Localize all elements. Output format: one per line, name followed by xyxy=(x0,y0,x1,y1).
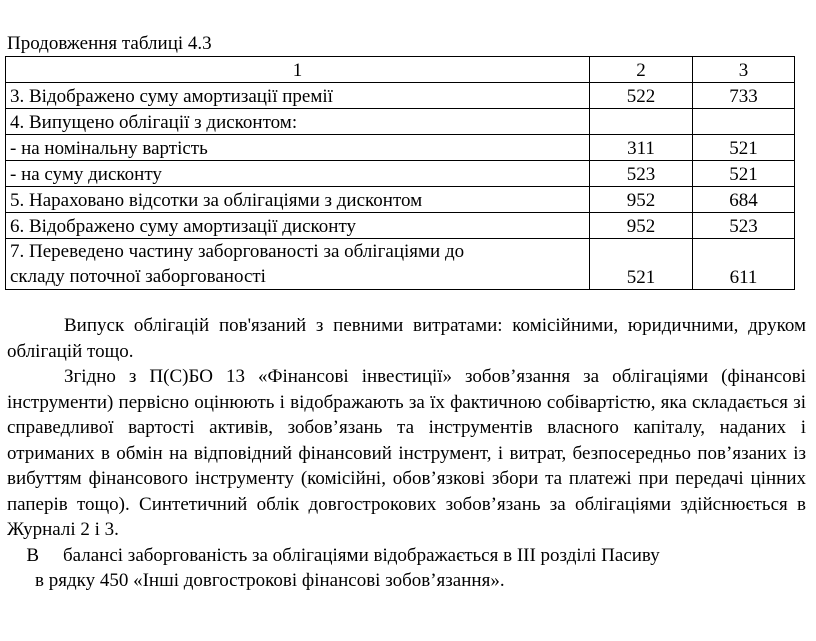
debit-account: 523 xyxy=(590,161,693,187)
credit-account: 523 xyxy=(693,213,795,239)
credit-account xyxy=(693,109,795,135)
credit-account: 521 xyxy=(693,161,795,187)
table-row xyxy=(6,213,795,239)
debit-account: 522 xyxy=(590,83,693,109)
table-header-row xyxy=(6,57,795,83)
row-label: - на номінальну вартість xyxy=(6,135,590,161)
row-label: 3. Відображено суму амортизації премії xyxy=(6,83,590,109)
paragraph-balance-line-2: в рядку 450 «Інші довгострокові фінансові зобов’язання». xyxy=(35,570,505,591)
debit-account xyxy=(590,109,693,135)
paragraph-expenses: Випуск облігацій пов'язаний з певними витратами: комісійними, юридичними, друком облігацій тощо. xyxy=(7,315,806,362)
table-row xyxy=(6,239,795,290)
row-label-line-1: 7. Переведено частину заборгованості за облігаціями до xyxy=(10,241,465,262)
debit-account: 952 xyxy=(590,187,693,213)
paragraph-standard: Згідно з П(С)БО 13 «Фінансові інвестиції» зобов’язання за облігаціями (фінансові інструменти) первісно оцінюють і відображають за їх фактичною собівартістю, яка складається зі справедливої вартості активів, зобов’язань та інструментів власного капіталу, наданих і отриманих в обмін на відповідний фінансовий інструмент, і витрат, безпосередньо пов’язаних із вибуттям фінансового інструменту (комісійні, обов’язкові збори та платежі при передачі цінних паперів тощо). Синтетичний облік довгострокових зобов’язань за облігаціями здійснюється в Журналі 2 і 3. xyxy=(7,366,806,540)
credit-account: 733 xyxy=(693,83,795,109)
debit-account: 952 xyxy=(590,213,693,239)
table-row xyxy=(6,135,795,161)
body-text xyxy=(7,313,806,594)
credit-account: 521 xyxy=(693,135,795,161)
table-row xyxy=(6,161,795,187)
paragraph-balance-start: В xyxy=(26,544,39,566)
table-row xyxy=(6,187,795,213)
row-label: 6. Відображено суму амортизації дисконту xyxy=(6,213,590,239)
row-label: 5. Нараховано відсотки за облігаціями з дисконтом xyxy=(6,187,590,213)
row-label: - на суму дисконту xyxy=(6,161,590,187)
header-cell-3: 3 xyxy=(693,57,795,83)
row-label xyxy=(6,239,590,290)
paragraph-balance-text: балансі заборгованість за облігаціями відображається в ІІІ розділі Пасиву xyxy=(63,544,660,566)
debit-account: 311 xyxy=(590,135,693,161)
entries-table xyxy=(5,56,795,290)
row-label: 4. Випущено облігації з дисконтом: xyxy=(6,109,590,135)
table-caption: Продовження таблиці 4.3 xyxy=(7,33,212,54)
header-cell-1: 1 xyxy=(6,57,590,83)
debit-account: 521 xyxy=(590,239,693,290)
header-cell-2: 2 xyxy=(590,57,693,83)
row-label-line-2: складу поточної заборгованості xyxy=(10,266,266,287)
paragraph-balance-line-1 xyxy=(7,543,806,569)
credit-account: 684 xyxy=(693,187,795,213)
table-row xyxy=(6,109,795,135)
table-row xyxy=(6,83,795,109)
credit-account: 611 xyxy=(693,239,795,290)
